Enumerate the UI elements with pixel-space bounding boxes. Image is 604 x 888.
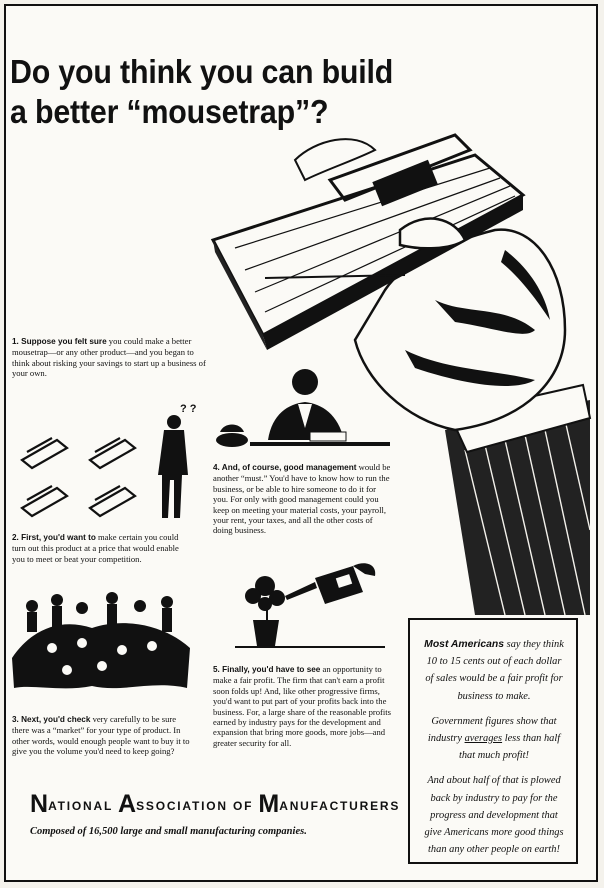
step-2-text [12,532,192,564]
step-5-lead: 5. Finally, you'd have to see [213,665,321,674]
step-2-lead: 2. First, you'd want to [12,533,96,542]
step-5-body: an opportunity to make a fair profit. The firm that can't earn a profit soon folds up! And, like other progressive firms, you'd want to put part of your profits back into the business. For, a large share of the reasonable profits earned by industry pays for the development and expansion that bring more goods, more jobs—and greater security for all. [213,664,392,748]
step-5-text [213,664,395,748]
sponsor-initial-a: A [118,790,137,818]
watering-plant-illustration [225,558,390,652]
box-p2a-text: Government figures show that industry [427,715,557,745]
step-4-text [213,462,393,536]
box-p2b-text: less than half that much profit! [458,733,561,762]
step-4-lead: 4. And, of course, good management [213,463,357,472]
sponsor-initial-m: M [258,790,280,818]
sponsor-word-manufacturers: ANUFACTURERS [279,799,401,813]
hand-holding-mousetrap-illustration [205,100,595,615]
box-p2-underlined: averages [464,733,503,745]
sponsor-tagline: Composed of 16,500 large and small manufacturing companies. [30,826,307,837]
box-paragraph-2 [424,713,564,765]
step-1-body: you could make a better mousetrap—or any other product—and you began to think about risking your savings to start up a business of your own. [12,336,206,379]
sponsor-initial-n: N [30,790,49,818]
sponsor-name [30,790,401,819]
profit-facts-box [408,618,578,864]
businessman-at-desk-illustration [210,362,390,454]
box-paragraph-1 [424,636,564,705]
step-4-body: would be another “must.” You'd have to know how to run the business, or be able to hire someone to do it for you. For only with good management could you keep on meeting your material costs, your payroll, your rent, your taxes, and all the other costs of doing business. [213,462,391,536]
crowd-of-buyers-illustration [12,588,192,700]
step-1-lead: 1. Suppose you felt sure [12,337,107,346]
headline-line-1: Do you think you can build [10,53,394,90]
sponsor-word-national: ATIONAL [48,799,113,813]
step-3-body: very carefully to be sure there was a “market” for your type of product. In other words, would enough people want to buy it to give you the volume you'd need to keep going? [12,714,190,757]
step-1-text [12,336,208,379]
step-3-lead: 3. Next, you'd check [12,715,91,724]
box-paragraph-3: And about half of that is plowed back by industry to pay for the progress and development that give Americans more good things than any other people on earth! [424,775,564,856]
step-2-body: make certain you could turn out this product at a price that would enable you to meet or beat your competition. [12,532,179,564]
four-mousetraps-and-man-illustration [12,400,202,525]
sponsor-word-association: SSOCIATION OF [136,799,254,813]
headline-line-2: a better “mousetrap”? [10,93,329,130]
box-p1-text: say they think 10 to 15 cents out of each dollar of sales would be a fair profit for business to make. [425,639,564,702]
box-lead: Most Americans [424,639,505,650]
svg-text:? ?: ? ? [180,403,197,415]
step-3-text [12,714,192,757]
